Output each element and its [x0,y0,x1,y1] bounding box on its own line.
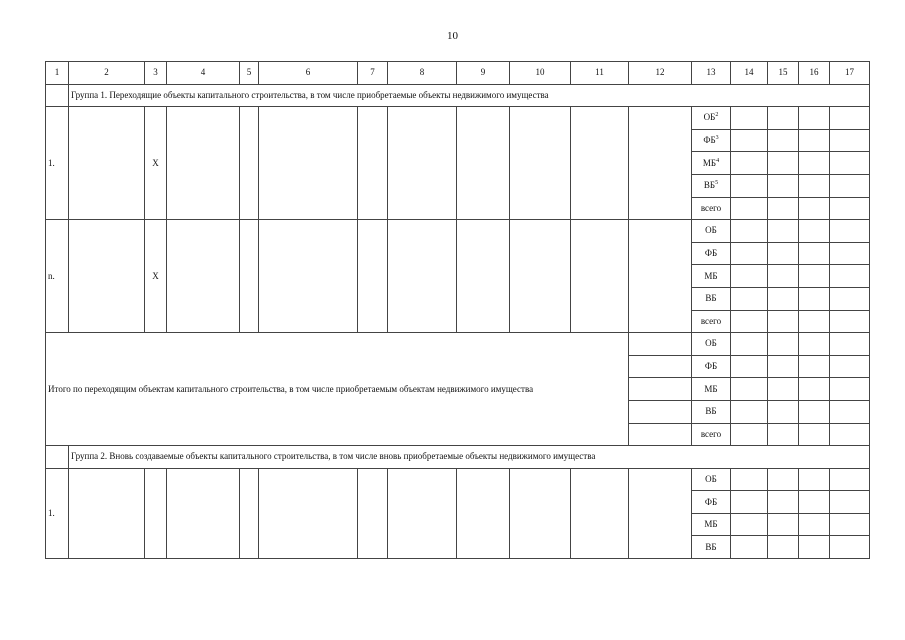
cell[interactable] [830,513,870,536]
cell[interactable] [457,107,510,220]
cell[interactable] [768,423,799,446]
cell[interactable] [799,310,830,333]
column-header: 10 [510,62,571,85]
cell[interactable] [830,265,870,288]
group-1-total-row [46,333,870,356]
cell[interactable] [731,129,768,152]
cell[interactable] [731,174,768,197]
column-header: 8 [388,62,457,85]
page-number: 10 [447,30,458,42]
group-2-object-1-row [46,468,870,491]
cell[interactable] [799,333,830,356]
cell[interactable] [799,242,830,265]
cell[interactable] [457,220,510,333]
cell[interactable] [768,129,799,152]
funding-source-label: $ФБ^3$ [692,129,731,152]
cell[interactable] [69,220,145,333]
cell[interactable] [259,468,358,558]
column-header: 12 [629,62,692,85]
funding-source-label: ВБ [692,287,731,310]
cell[interactable] [731,536,768,559]
cell[interactable] [731,152,768,175]
empty-cell [46,84,69,107]
cell[interactable] [731,310,768,333]
row-number: n. [46,220,69,333]
cell[interactable] [830,310,870,333]
cell[interactable] [167,107,240,220]
funding-source-label: $ОБ^2$ [692,107,731,130]
cell[interactable] [799,129,830,152]
cell[interactable] [830,423,870,446]
cell[interactable] [799,400,830,423]
cell[interactable] [830,197,870,220]
cell[interactable] [830,129,870,152]
cell[interactable] [830,242,870,265]
column-header: 2 [69,62,145,85]
funding-source-label: ФБ [692,491,731,514]
cell[interactable] [731,468,768,491]
cell[interactable] [830,287,870,310]
cell[interactable] [240,107,259,220]
group-2-title: Группа 2. Вновь создаваемые объекты капитального строительства, в том числе вновь приобретаемые объекты недвижимого имущества [69,446,870,469]
cell[interactable] [629,220,692,333]
cell[interactable] [731,423,768,446]
cell[interactable] [768,265,799,288]
cell[interactable] [240,468,259,558]
cell[interactable] [768,287,799,310]
funding-source-label: $МБ^4$ [692,152,731,175]
cell[interactable] [799,152,830,175]
cell[interactable] [799,174,830,197]
cell[interactable] [830,468,870,491]
funding-source-label: $ВБ^5$ [692,174,731,197]
group-1-object-n-row [46,220,870,243]
cell[interactable] [799,220,830,243]
cell[interactable] [731,107,768,130]
empty-cell [46,446,69,469]
funding-source-label: ОБ [692,468,731,491]
cell[interactable] [388,220,457,333]
group-1-title-row [46,84,870,107]
cell[interactable] [768,220,799,243]
cell[interactable] [69,468,145,558]
cell[interactable] [259,107,358,220]
cell[interactable] [571,107,629,220]
cell[interactable] [799,378,830,401]
column-header: 4 [167,62,240,85]
cell[interactable] [167,468,240,558]
column-header: 3 [145,62,167,85]
group-1-object-1-row [46,107,870,130]
funding-source-label: ФБ [692,355,731,378]
cell[interactable] [799,287,830,310]
not-applicable-mark: Х [145,220,167,333]
cell[interactable] [768,197,799,220]
funding-source-label: всего [692,423,731,446]
cell[interactable] [799,468,830,491]
cell[interactable] [259,220,358,333]
cell[interactable] [768,536,799,559]
cell[interactable] [830,107,870,130]
cell[interactable] [358,468,388,558]
column-header: 15 [768,62,799,85]
column-header: 16 [799,62,830,85]
row-number: 1. [46,107,69,220]
cell[interactable] [799,265,830,288]
column-header-row [46,62,870,85]
cell[interactable] [240,220,259,333]
cell[interactable] [830,220,870,243]
cell[interactable] [731,355,768,378]
cell[interactable] [830,355,870,378]
funding-source-label: ВБ [692,400,731,423]
cell[interactable] [768,513,799,536]
cell[interactable] [830,400,870,423]
cell[interactable] [571,220,629,333]
cell[interactable] [799,107,830,130]
cell[interactable] [629,468,692,558]
cell[interactable] [799,491,830,514]
column-header: 9 [457,62,510,85]
group-1-total-label: Итого по переходящим объектам капитального строительства, в том числе приобретаемым объектам недвижимого имущества [46,333,629,446]
funding-source-label: ВБ [692,536,731,559]
cell[interactable] [629,423,692,446]
cell[interactable] [768,491,799,514]
group-1-title: Группа 1. Переходящие объекты капитального строительства, в том числе приобретаемые объекты недвижимого имущества [69,84,870,107]
cell[interactable] [457,468,510,558]
column-header: 14 [731,62,768,85]
column-header: 13 [692,62,731,85]
cell[interactable] [731,287,768,310]
cell[interactable] [629,400,692,423]
funding-source-label: ОБ [692,333,731,356]
cell[interactable] [768,400,799,423]
column-header: 11 [571,62,629,85]
row-number: 1. [46,468,69,558]
cell[interactable] [731,197,768,220]
cell[interactable] [510,468,571,558]
cell[interactable] [768,378,799,401]
funding-source-label: МБ [692,265,731,288]
cell[interactable] [731,220,768,243]
column-header: 1 [46,62,69,85]
cell[interactable] [799,197,830,220]
cell[interactable] [830,378,870,401]
funding-source-label: ФБ [692,242,731,265]
cell[interactable] [768,355,799,378]
cell[interactable] [799,513,830,536]
cell[interactable] [388,107,457,220]
funding-source-label: всего [692,197,731,220]
cell[interactable] [830,491,870,514]
cell[interactable] [69,107,145,220]
cell[interactable] [731,378,768,401]
cell[interactable] [830,174,870,197]
column-header: 17 [830,62,870,85]
group-2-title-row [46,446,870,469]
cell[interactable] [510,220,571,333]
cell[interactable] [629,378,692,401]
cell[interactable] [510,107,571,220]
cell[interactable] [629,107,692,220]
cell[interactable] [768,333,799,356]
cell[interactable] [629,333,692,356]
cell[interactable] [731,400,768,423]
cell[interactable] [799,423,830,446]
cell[interactable] [731,242,768,265]
cell[interactable] [768,152,799,175]
investment-table [45,61,870,559]
cell[interactable] [358,107,388,220]
cell[interactable] [768,242,799,265]
column-header: 6 [259,62,358,85]
cell[interactable] [731,265,768,288]
cell[interactable] [571,468,629,558]
cell[interactable] [768,174,799,197]
cell[interactable] [830,333,870,356]
cell[interactable] [358,220,388,333]
cell[interactable] [830,536,870,559]
cell[interactable] [167,220,240,333]
cell[interactable] [768,107,799,130]
cell[interactable] [799,536,830,559]
cell[interactable] [768,468,799,491]
column-header: 5 [240,62,259,85]
cell[interactable] [731,333,768,356]
cell[interactable] [629,355,692,378]
cell[interactable] [799,355,830,378]
cell[interactable] [731,513,768,536]
cell[interactable] [731,491,768,514]
funding-source-label: всего [692,310,731,333]
cell[interactable] [145,468,167,558]
column-header: 7 [358,62,388,85]
not-applicable-mark: Х [145,107,167,220]
cell[interactable] [388,468,457,558]
funding-source-label: МБ [692,513,731,536]
cell[interactable] [830,152,870,175]
cell[interactable] [768,310,799,333]
funding-source-label: ОБ [692,220,731,243]
funding-source-label: МБ [692,378,731,401]
